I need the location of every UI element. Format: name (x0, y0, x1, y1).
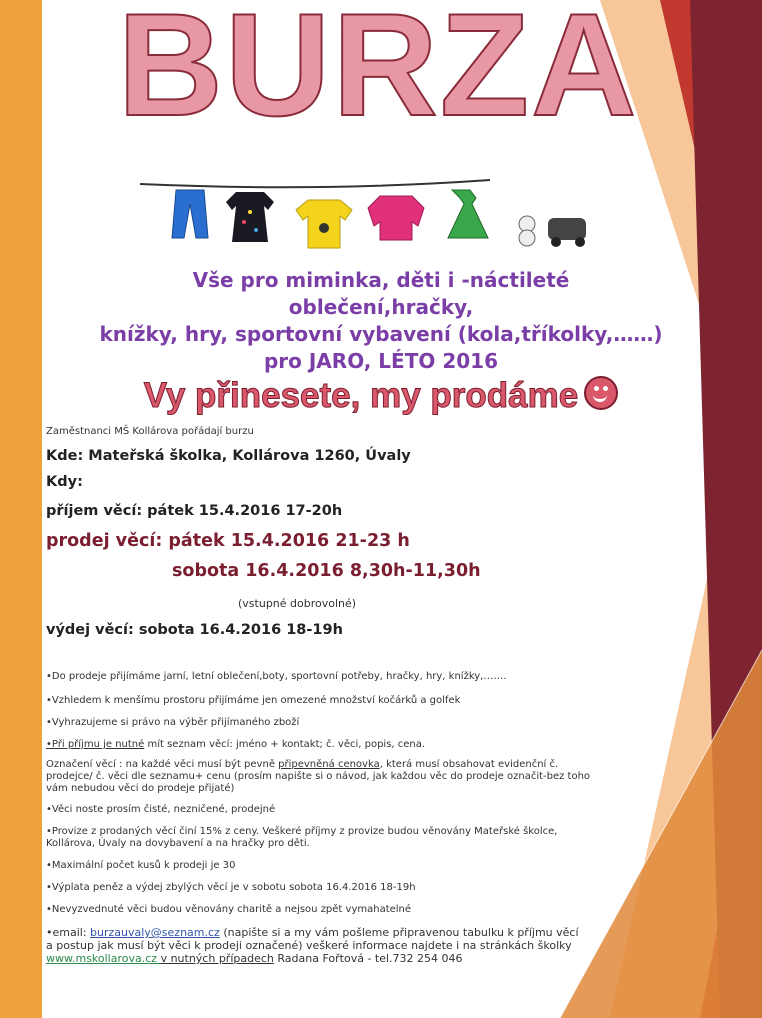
bullet-11-underlined: v nutných případech (160, 952, 274, 965)
subtitle-line-1: Vše pro miminka, děti i -náctileté (192, 268, 570, 292)
bullet-4 (46, 739, 616, 751)
sweater-icon (368, 196, 424, 240)
bullet-5-line-3: vám nebudou věci do prodeje přijaté) (46, 783, 235, 794)
main-title: BURZA (117, 0, 639, 146)
green-dress-icon (448, 190, 488, 238)
bullet-2: •Vzhledem k menšímu prostoru přijímáme jen omezené množství kočárků a golfek (46, 695, 461, 706)
when-label: Kdy: (46, 474, 83, 490)
bullet-3: •Vyhrazujeme si právo na výběr přijímaného zboží (46, 717, 300, 728)
pants-icon (172, 190, 208, 238)
clothesline-illustration (0, 0, 762, 260)
contact-phone: Radana Fořtová - tel.732 254 046 (273, 952, 463, 965)
bullet-5-underlined: připevněná cenovka (278, 759, 380, 770)
bullet-11-line-2: a postup jak musí být věci k prodeji označené) veškeré informace najdete i na stránkách školky (46, 939, 572, 952)
bullet-9: •Výplata peněz a výdej zbylých věcí je v sobotu sobota 16.4.2016 18-19h (46, 882, 416, 893)
pickup-text: výdej věcí: sobota 16.4.2016 18-19h (46, 622, 343, 638)
sale-text-1: prodej věcí: pátek 15.4.2016 21-23 h (46, 531, 410, 551)
subtitle-line-3: knížky, hry, sportovní vybavení (kola,tříkolky,……) (99, 322, 663, 346)
email-label: •email: (46, 926, 91, 939)
bullet-1: •Do prodeje přijímáme jarní, letní oblečení,boty, sportovní potřeby, hračky, hry, knížky,……. (46, 671, 507, 682)
bullet-7-line-2: Kollárova, Úvaly na dovybavení a na hračky pro děti. (46, 838, 310, 849)
organizer-text: Zaměstnanci MŠ Kollárova pořádají burzu (46, 426, 254, 437)
website-link[interactable]: www.mskollarova.cz (46, 952, 161, 965)
dress-icon (226, 192, 274, 242)
intake-text: příjem věcí: pátek 15.4.2016 17-20h (46, 503, 343, 519)
bullet-8: •Maximální počet kusů k prodeji je 30 (46, 860, 236, 871)
bullet-7-line-1: •Provize z prodaných věcí činí 15% z ceny. Veškeré příjmy z provize budou věnovány Mateřské školce, (46, 826, 558, 837)
toy-car-icon (548, 218, 586, 247)
sale-text-2: sobota 16.4.2016 8,30h-11,30h (172, 561, 481, 581)
smiley-icon (584, 376, 618, 410)
bullet-4-underlined: •Při příjmu je nutné (46, 739, 145, 750)
bullet-4-rest: mít seznam věcí: jméno + kontakt; č. věci, popis, cena. (144, 739, 426, 750)
bullet-10: •Nevyzvednuté věci budou věnovány charitě a nejsou zpět vymahatelné (46, 904, 412, 915)
location-text: Kde: Mateřská školka, Kollárova 1260, Úvaly (46, 448, 411, 464)
admission-text: (vstupné dobrovolné) (238, 597, 357, 610)
subtitle-line-2: oblečení,hračky, (288, 295, 474, 319)
slogan (0, 376, 762, 416)
tshirt-icon (296, 200, 352, 248)
bullet-5-line-2: prodejce/ č. věci dle seznamu+ cenu (prosím napište si o návod, jak každou věc do prodeje označit-bez toho (46, 771, 591, 782)
bullet-6: •Věci noste prosím čisté, nezničené, prodejné (46, 804, 276, 815)
bullet-5-part-a: Označení věcí : na každé věci musí být pevně (46, 759, 279, 770)
bullet-7 (46, 826, 616, 850)
bullet-11-part-b: (napište si a my vám pošleme připravenou tabulku k příjmu věcí (219, 926, 579, 939)
teddy-bear-icon (519, 216, 535, 246)
email-link[interactable]: burzauvaly@seznam.cz (90, 926, 220, 939)
slogan-text: Vy přinesete, my prodáme (143, 376, 579, 415)
bullet-5 (46, 759, 616, 795)
bullet-11 (46, 926, 616, 965)
bullet-5-part-b: , která musí obsahovat evidenční č. (379, 759, 559, 770)
subtitle-line-4: pro JARO, LÉTO 2016 (263, 349, 498, 373)
